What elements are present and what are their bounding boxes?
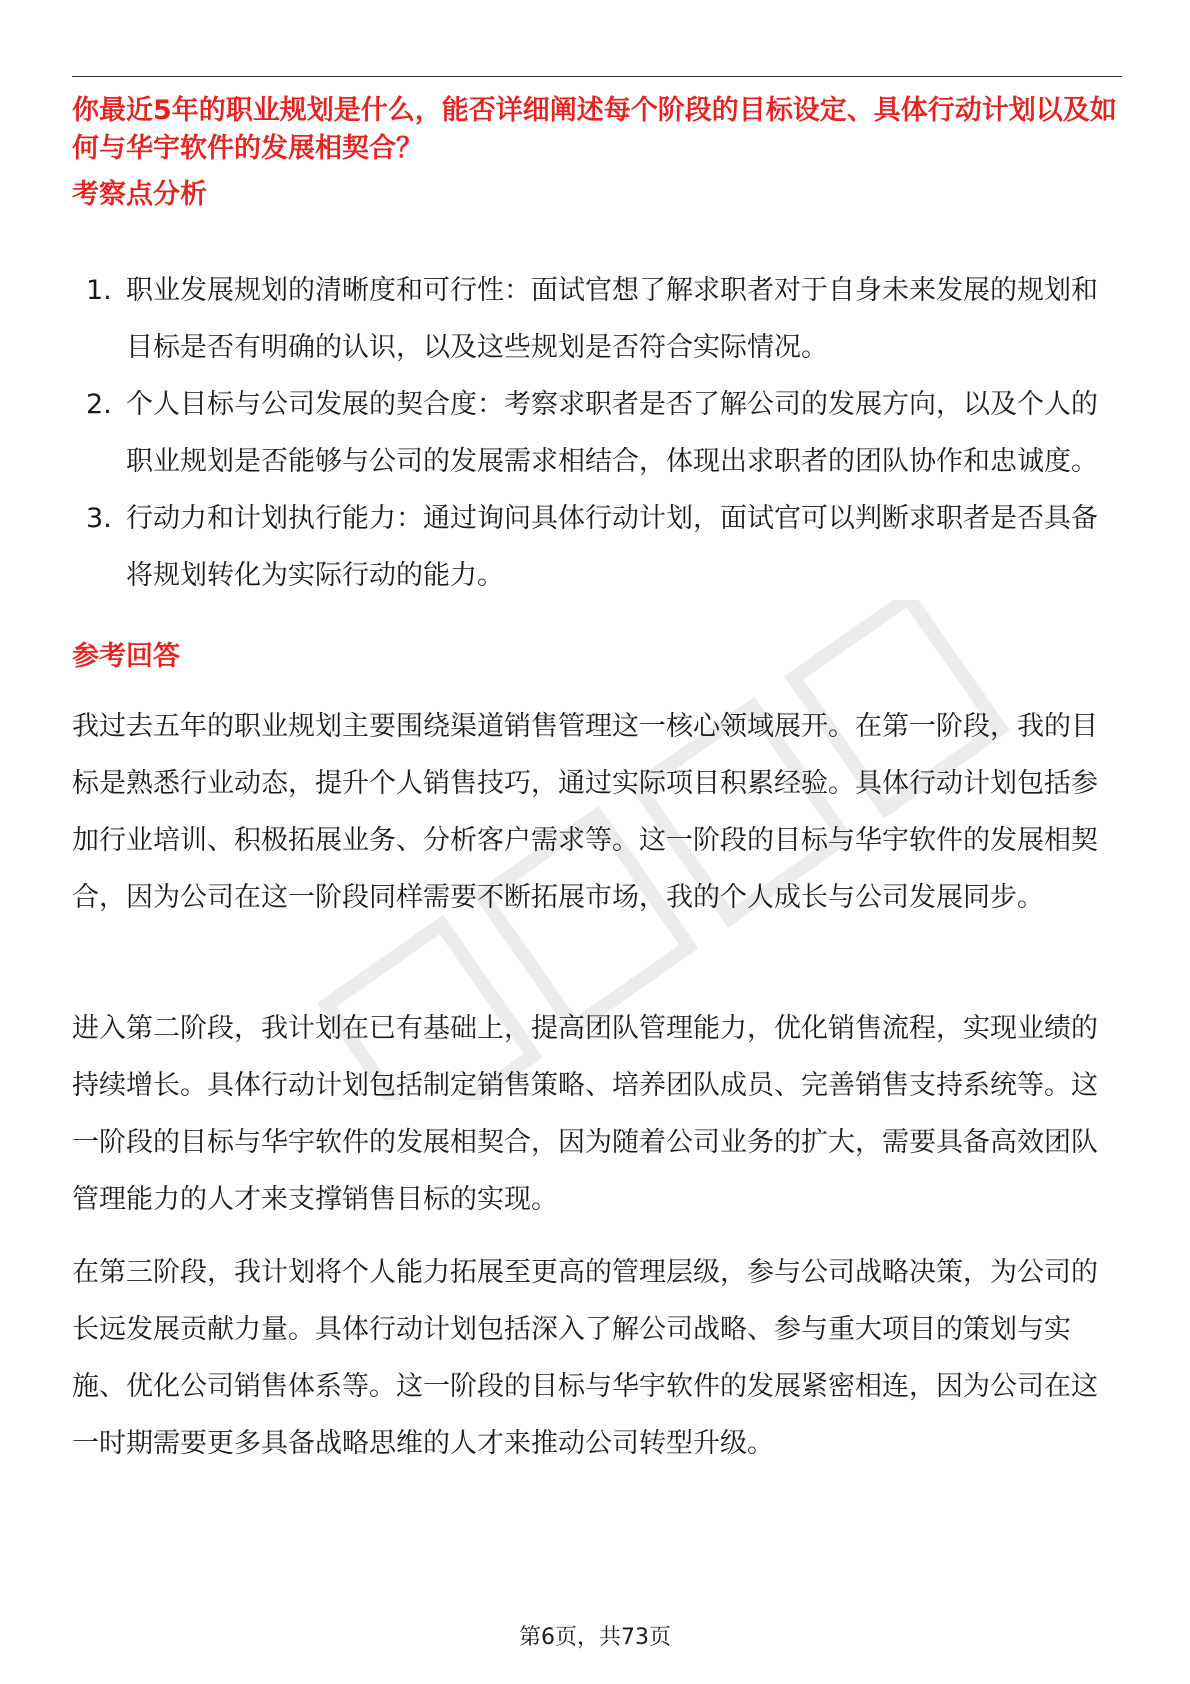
item-number: 1. — [86, 275, 112, 306]
top-divider — [72, 76, 1122, 77]
answer-heading: 参考回答 — [72, 641, 180, 672]
answer-paragraph: 在第三阶段，我计划将个人能力拓展至更高的管理层级，参与公司战略决策，为公司的长远发展贡献力量。具体行动计划包括深入了解公司战略、参与重大项目的策划与实施、优化公司销售体系等。这一阶段的目标与华宇软件的发展紧密相连，因为公司在这一时期需要更多具备战略思维的人才来推动公司转型升级。 — [72, 1257, 1098, 1459]
item-text: 行动力和计划执行能力：通过询问具体行动计划，面试官可以判断求职者是否具备将规划转化为实际行动的能力。 — [126, 503, 1098, 591]
answer-paragraph: 进入第二阶段，我计划在已有基础上，提高团队管理能力，优化销售流程，实现业绩的持续增长。具体行动计划包括制定销售策略、培养团队成员、完善销售支持系统等。这一阶段的目标与华宇软件的发展相契合，因为随着公司业务的扩大，需要具备高效团队管理能力的人才来支撑销售目标的实现。 — [72, 1013, 1098, 1215]
analysis-list — [72, 262, 1122, 604]
item-number: 3. — [86, 503, 112, 534]
item-number: 2. — [86, 389, 112, 420]
analysis-item — [72, 262, 1122, 376]
answer-paragraph: 我过去五年的职业规划主要围绕渠道销售管理这一核心领域展开。在第一阶段，我的目标是熟悉行业动态，提升个人销售技巧，通过实际项目积累经验。具体行动计划包括参加行业培训、积极拓展业务、分析客户需求等。这一阶段的目标与华宇软件的发展相契合，因为公司在这一阶段同样需要不断拓展市场，我的个人成长与公司发展同步。 — [72, 711, 1098, 913]
item-text: 职业发展规划的清晰度和可行性：面试官想了解求职者对于自身未来发展的规划和目标是否有明确的认识，以及这些规划是否符合实际情况。 — [126, 275, 1098, 363]
analysis-item — [72, 490, 1122, 604]
analysis-item — [72, 376, 1122, 490]
question-title: 你最近5年的职业规划是什么，能否详细阐述每个阶段的目标设定、具体行动计划以及如何与华宇软件的发展相契合？ — [72, 95, 1117, 164]
analysis-heading: 考察点分析 — [72, 179, 207, 210]
item-text: 个人目标与公司发展的契合度：考察求职者是否了解公司的发展方向，以及个人的职业规划是否能够与公司的发展需求相结合，体现出求职者的团队协作和忠诚度。 — [126, 389, 1098, 477]
page-footer: 第6页，共73页 — [519, 1625, 671, 1650]
